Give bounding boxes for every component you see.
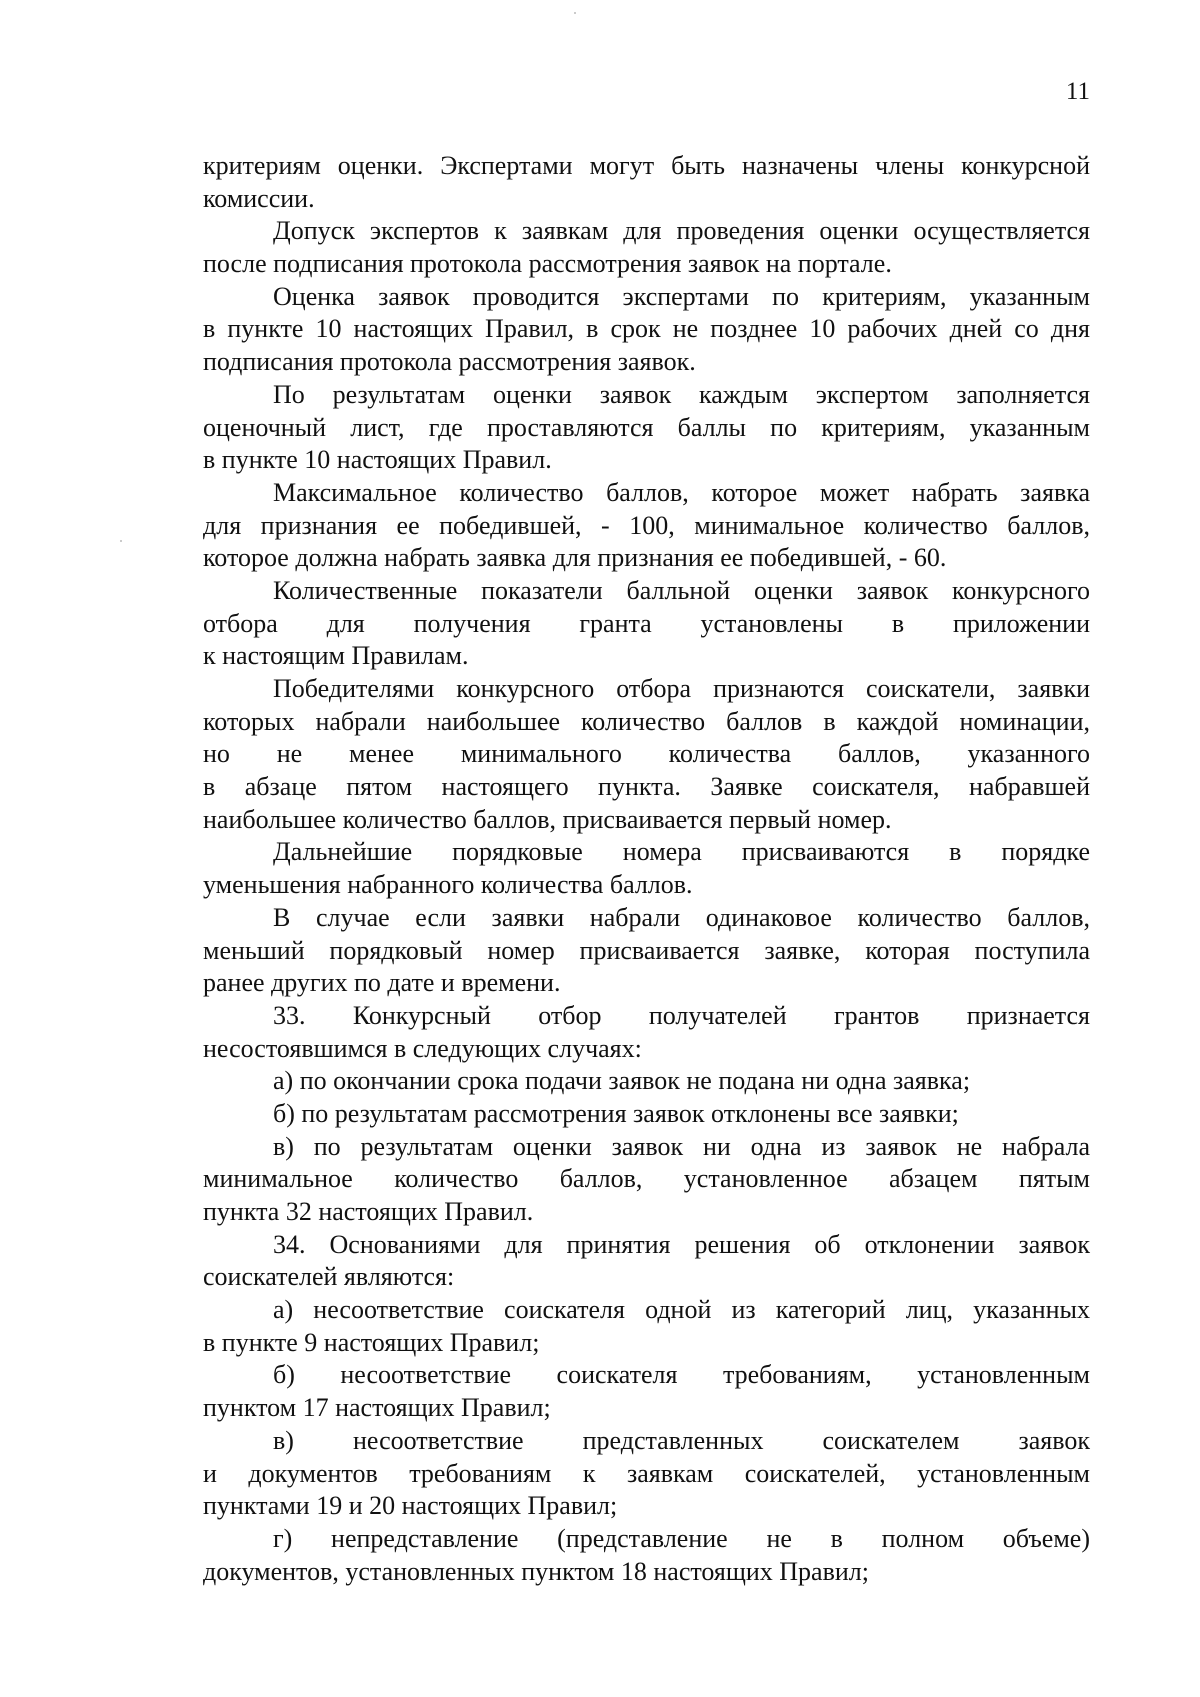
paragraph-first-line: б) несоответствие соискателя требованиям, установленным <box>273 1360 1090 1390</box>
text-line: отбора для получения гранта установлены в приложении <box>203 608 1090 638</box>
text-line: ранее других по дате и времени. <box>203 968 561 998</box>
text-line: для признания ее победившей, - 100, минимальное количество баллов, <box>203 510 1090 540</box>
paragraph-first-line: в) несоответствие представленных соискателем заявок <box>273 1425 1090 1455</box>
text-line: пунктами 19 и 20 настоящих Правил; <box>203 1491 618 1521</box>
paragraph-first-line: а) по окончании срока подачи заявок не подана ни одна заявка; <box>273 1066 971 1096</box>
paragraph-first-line: 34. Основаниями для принятия решения об отклонении заявок <box>273 1229 1090 1259</box>
text-line: которое должна набрать заявка для признания ее победившей, - 60. <box>203 543 947 573</box>
text-line: подписания протокола рассмотрения заявок. <box>203 347 696 377</box>
text-line: в пункте 10 настоящих Правил. <box>203 445 552 475</box>
page-number: 11 <box>1065 78 1090 105</box>
paragraph-first-line: Количественные показатели балльной оценки заявок конкурсного <box>273 575 1090 605</box>
text-line: которых набрали наибольшее количество баллов в каждой номинации, <box>203 706 1090 736</box>
scan-speck <box>120 540 122 542</box>
text-line: к настоящим Правилам. <box>203 641 469 671</box>
paragraph-first-line: В случае если заявки набрали одинаковое количество баллов, <box>273 902 1090 932</box>
text-line: меньший порядковый номер присваивается заявке, которая поступила <box>203 935 1090 965</box>
text-line: но не менее минимального количества баллов, указанного <box>203 739 1090 769</box>
paragraph-first-line: Оценка заявок проводится экспертами по критериям, указанным <box>273 281 1090 311</box>
scan-speck <box>574 12 576 14</box>
text-line: комиссии. <box>203 183 315 213</box>
text-line: после подписания протокола рассмотрения заявок на портале. <box>203 249 892 279</box>
paragraph-first-line: Победителями конкурсного отбора признаются соискатели, заявки <box>273 674 1090 703</box>
text-line: критериям оценки. Экспертами могут быть назначены члены конкурсной <box>203 151 1090 180</box>
text-line: несостоявшимся в следующих случаях: <box>203 1033 642 1063</box>
paragraph-first-line: По результатам оценки заявок каждым экспертом заполняется <box>273 379 1090 409</box>
paragraph-first-line: Допуск экспертов к заявкам для проведения оценки осуществляется <box>273 216 1090 246</box>
text-line: наибольшее количество баллов, присваивается первый номер. <box>203 804 892 834</box>
text-line: в пункте 9 настоящих Правил; <box>203 1327 540 1357</box>
paragraph-first-line: Дальнейшие порядковые номера присваиваются в порядке <box>273 837 1090 867</box>
text-line: в пункте 10 настоящих Правил, в срок не позднее 10 рабочих дней со дня <box>203 314 1090 344</box>
document-body <box>203 150 1090 1588</box>
paragraph-first-line: б) по результатам рассмотрения заявок отклонены все заявки; <box>273 1098 959 1128</box>
text-line: пунктом 17 настоящих Правил; <box>203 1393 551 1423</box>
text-line: минимальное количество баллов, установленное абзацем пятым <box>203 1164 1090 1194</box>
text-line: пункта 32 настоящих Правил. <box>203 1197 534 1226</box>
text-line: соискателей являются: <box>203 1262 455 1292</box>
paragraph-first-line: г) непредставление (представление не в полном объеме) <box>273 1523 1090 1553</box>
paragraph-first-line: в) по результатам оценки заявок ни одна из заявок не набрала <box>273 1131 1090 1161</box>
text-line: уменьшения набранного количества баллов. <box>203 870 693 900</box>
text-line: в абзаце пятом настоящего пункта. Заявке соискателя, набравшей <box>203 772 1090 802</box>
text-line: документов, установленных пунктом 18 настоящих Правил; <box>203 1556 869 1586</box>
text-line: оценочный лист, где проставляются баллы по критериям, указанным <box>203 412 1090 442</box>
paragraph-first-line: а) несоответствие соискателя одной из категорий лиц, указанных <box>273 1295 1090 1325</box>
paragraph-first-line: 33. Конкурсный отбор получателей грантов признается <box>273 1000 1090 1030</box>
text-line: и документов требованиям к заявкам соискателей, установленным <box>203 1458 1090 1488</box>
paragraph-first-line: Максимальное количество баллов, которое может набрать заявка <box>273 477 1090 507</box>
